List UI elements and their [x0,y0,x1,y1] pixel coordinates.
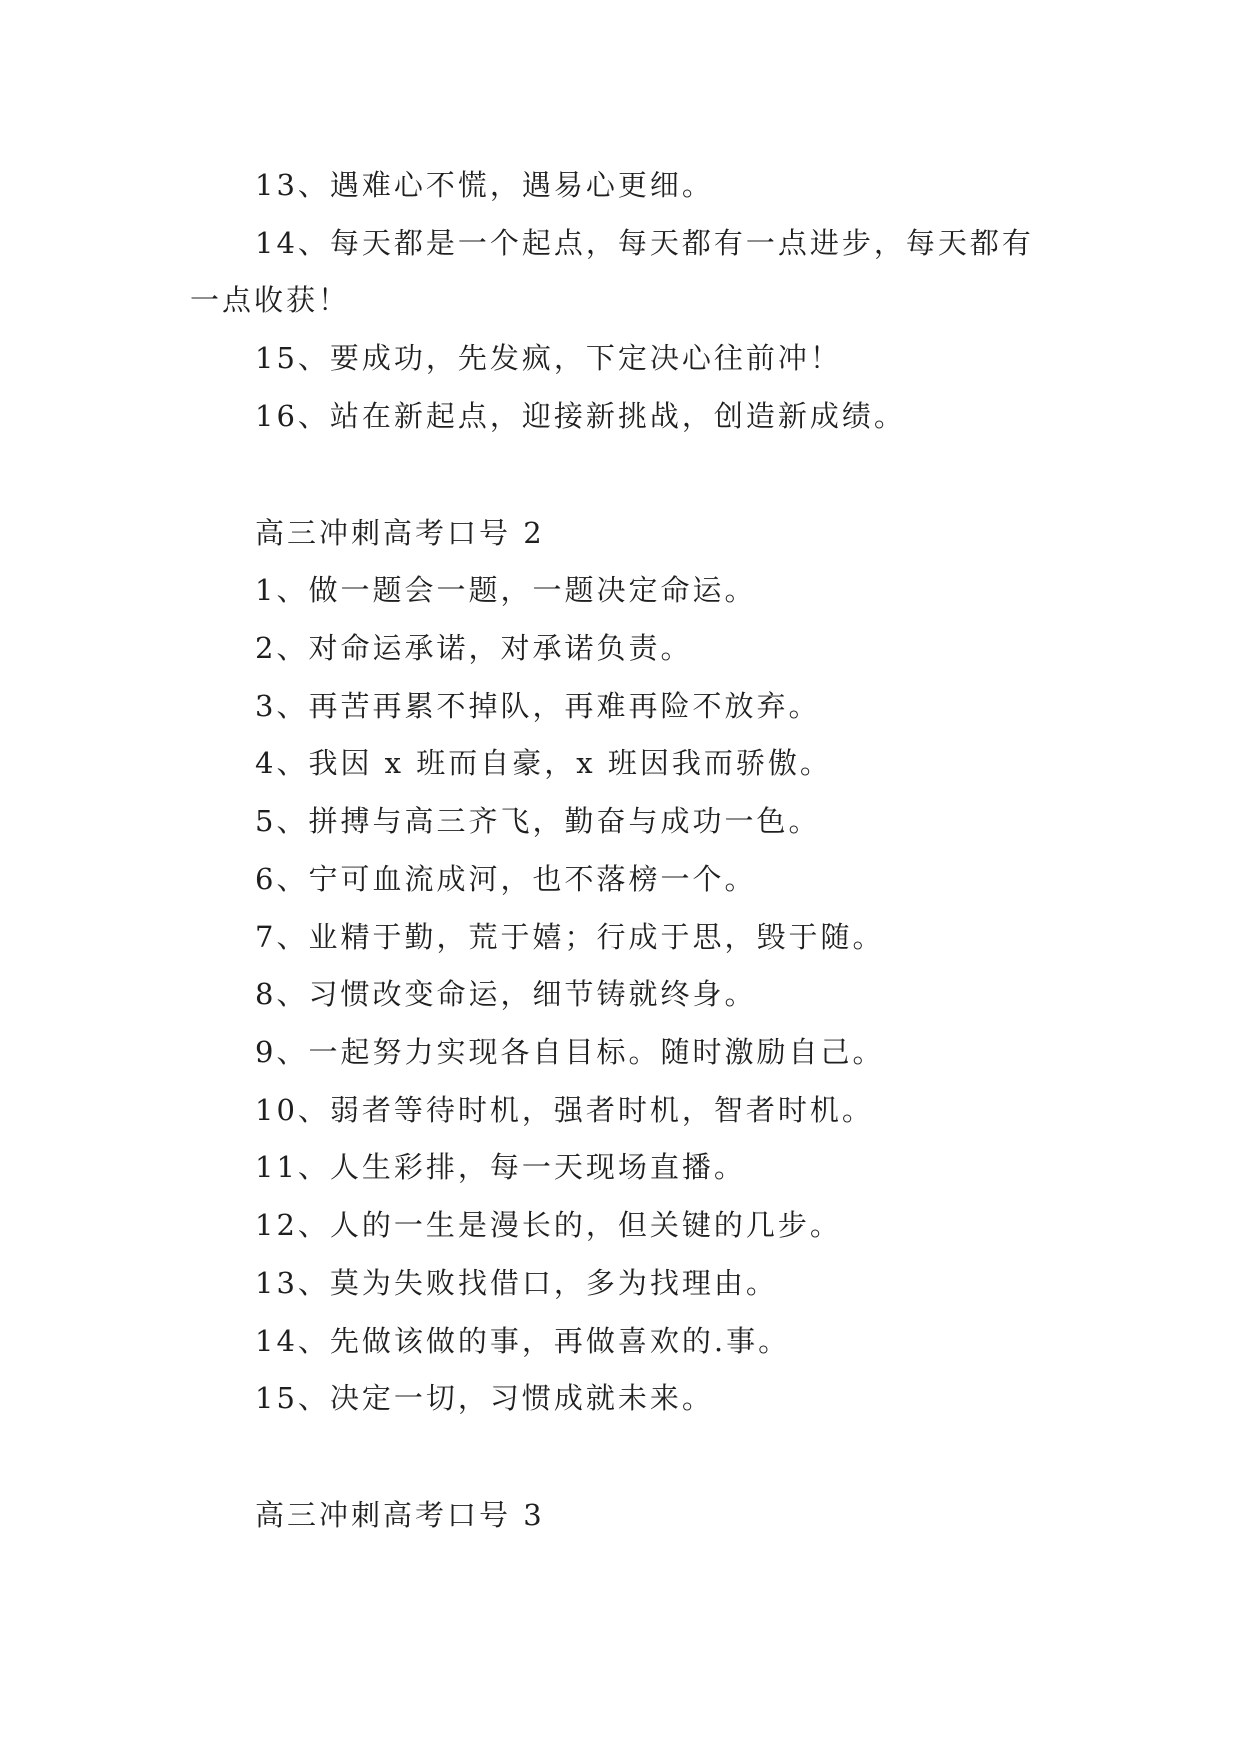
slogan-item: 13、莫为失败找借口，多为找理由。 [255,1266,778,1300]
slogan-item: 3、再苦再累不掉队，再难再险不放弃。 [255,689,821,723]
slogan-item: 14、每天都是一个起点，每天都有一点进步，每天都有 [255,226,1034,260]
slogan-item: 1、做一题会一题，一题决定命运。 [255,573,757,607]
section-heading: 高三冲刺高考口号 3 [255,1498,545,1532]
slogan-item: 12、人的一生是漫长的，但关键的几步。 [255,1208,842,1242]
slogan-item: 9、一起努力实现各自目标。随时激励自己。 [255,1035,885,1069]
slogan-item: 7、业精于勤，荒于嬉；行成于思，毁于随。 [255,920,885,954]
slogan-item: 6、宁可血流成河，也不落榜一个。 [255,862,757,896]
slogan-item: 11、人生彩排，每一天现场直播。 [255,1150,746,1184]
slogan-item: 15、决定一切，习惯成就未来。 [255,1381,714,1415]
slogan-item-continuation: 一点收获！ [190,283,351,317]
slogan-item: 16、站在新起点，迎接新挑战，创造新成绩。 [255,399,906,433]
slogan-item: 15、要成功，先发疯，下定决心往前冲！ [255,341,842,375]
slogan-item: 2、对命运承诺，对承诺负责。 [255,631,693,665]
slogan-item: 5、拼搏与高三齐飞，勤奋与成功一色。 [255,804,821,838]
slogan-item: 8、习惯改变命运，细节铸就终身。 [255,977,757,1011]
slogan-item: 13、遇难心不慌，遇易心更细。 [255,168,714,202]
slogan-item: 14、先做该做的事，再做喜欢的.事。 [255,1324,791,1358]
slogan-item: 10、弱者等待时机，强者时机，智者时机。 [255,1093,874,1127]
slogan-item: 4、我因 x 班而自豪，x 班因我而骄傲。 [255,746,832,780]
section-heading: 高三冲刺高考口号 2 [255,516,545,550]
